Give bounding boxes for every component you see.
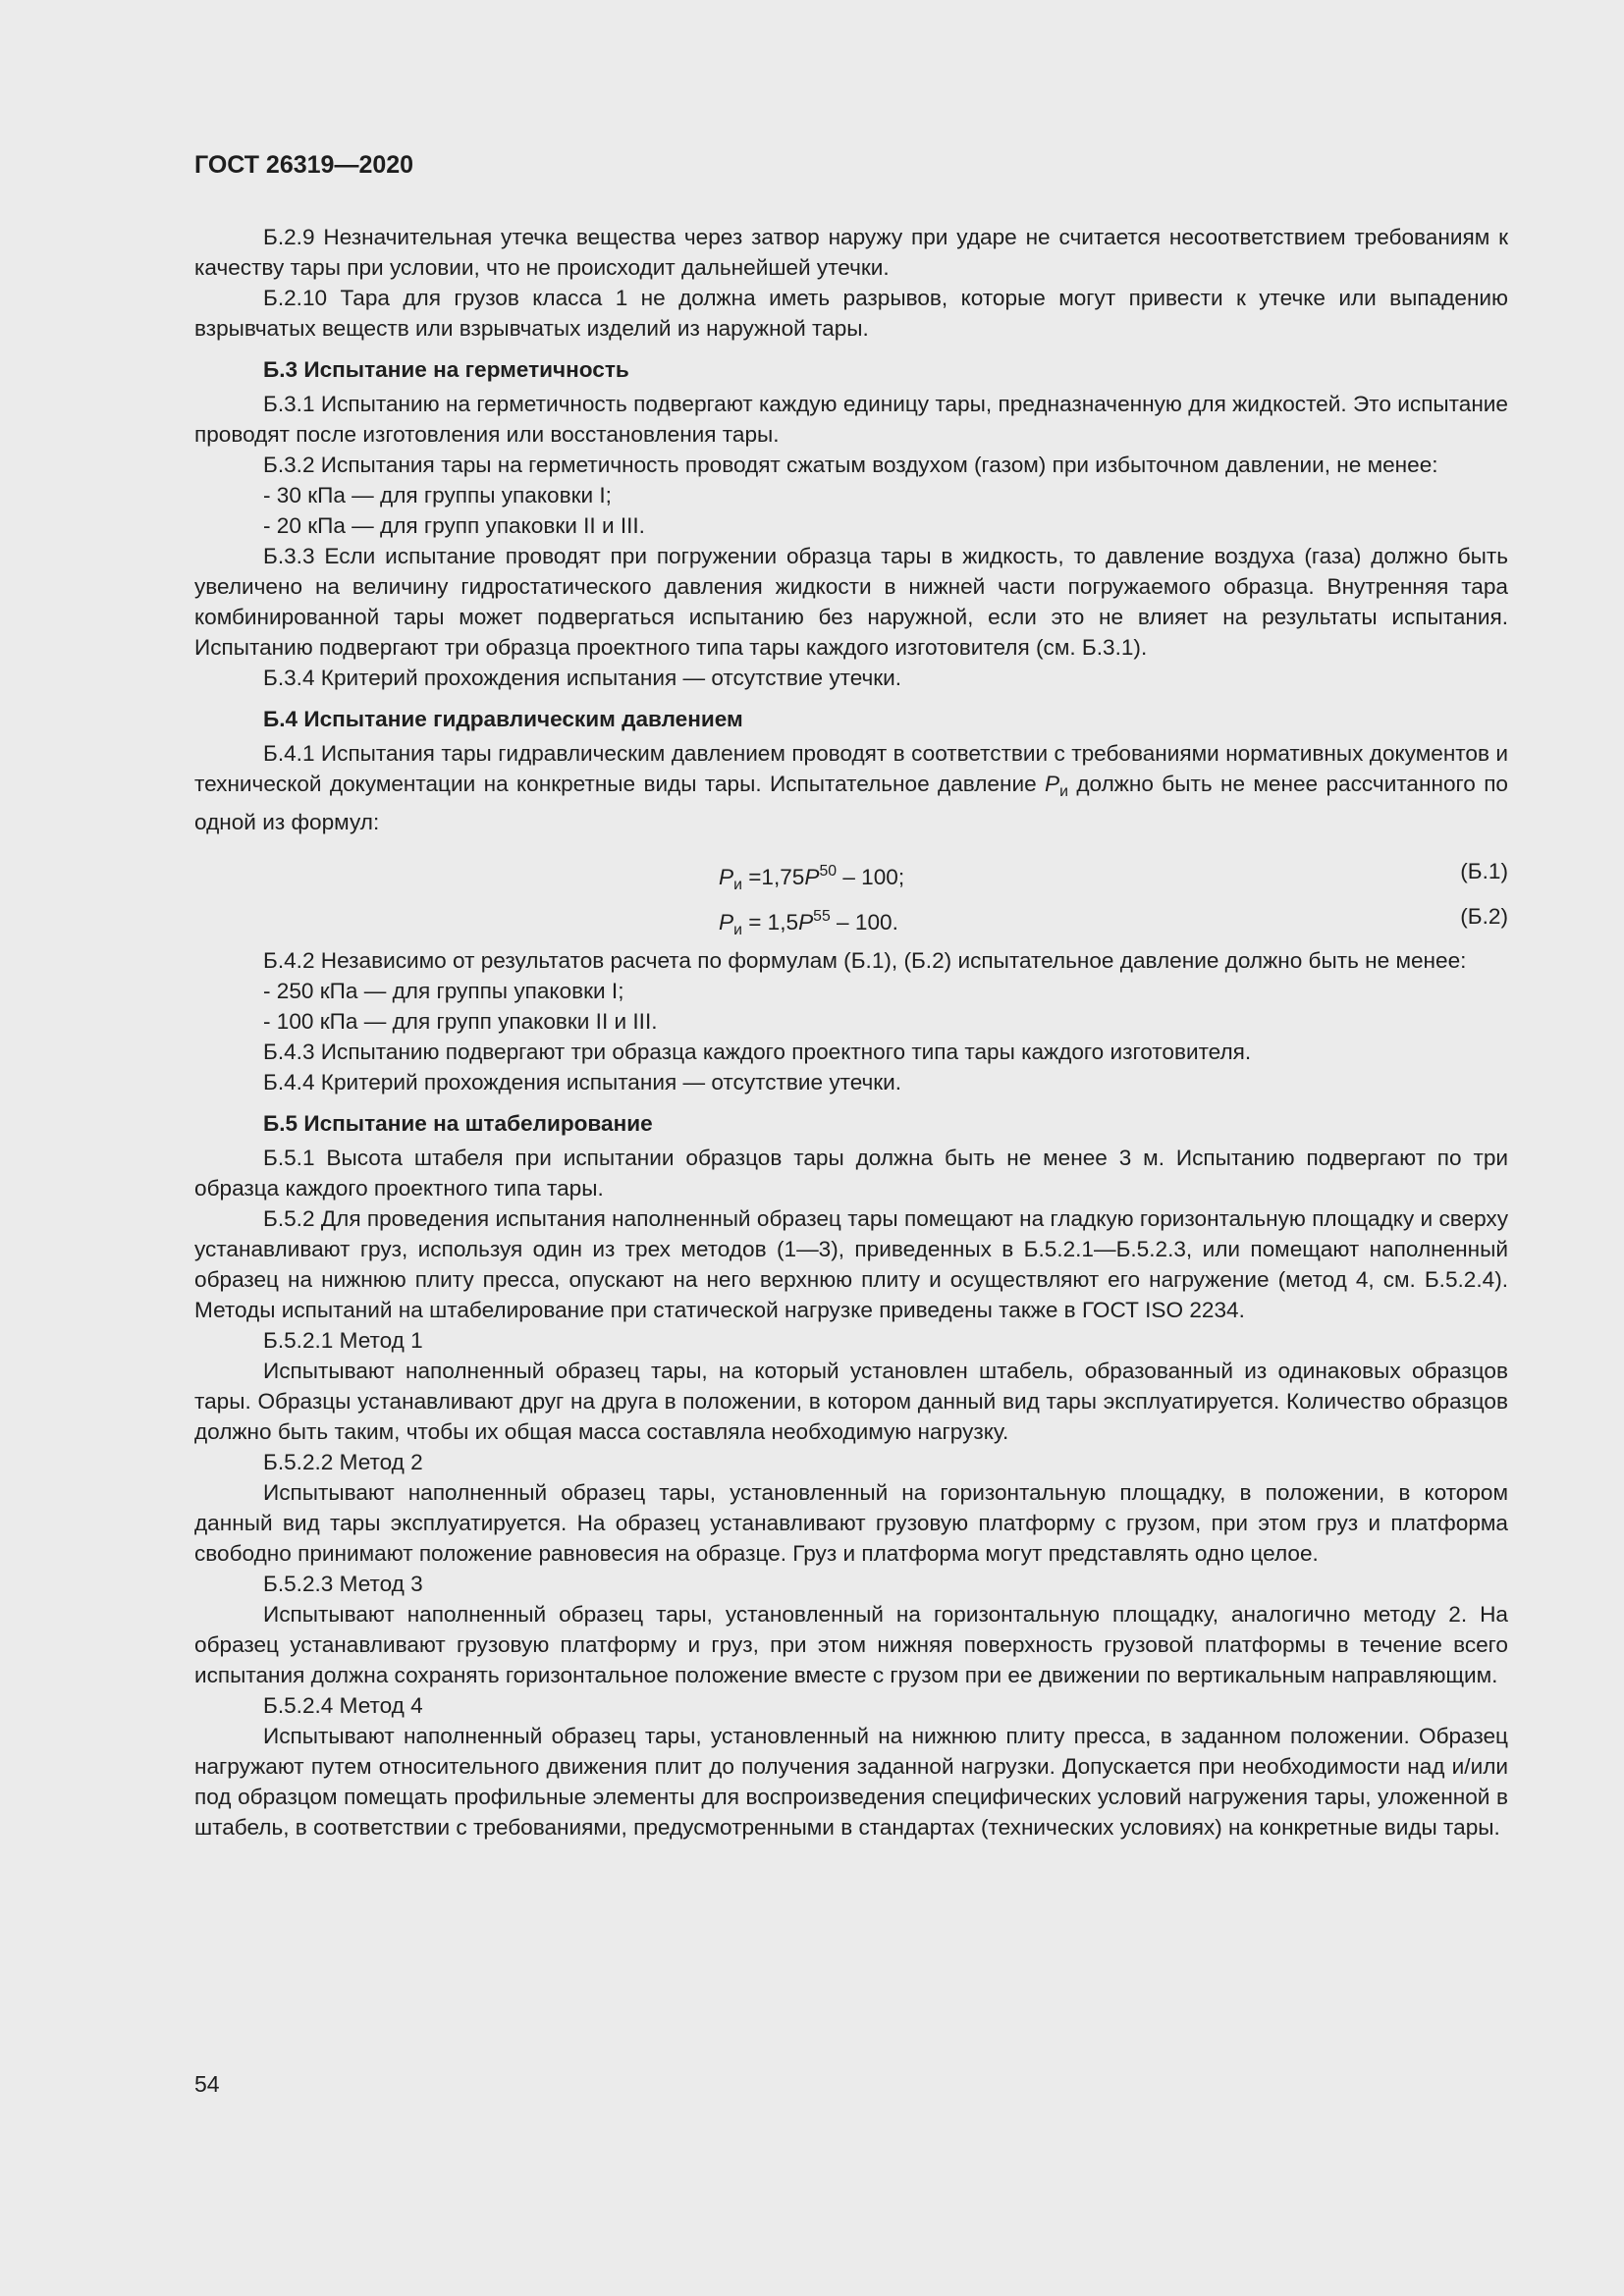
section-title-b-5: Б.5 Испытание на штабелирование [263,1111,653,1136]
paragraph-b-5-2-3-title: Б.5.2.3 Метод 3 [263,1572,423,1596]
paragraph-b-5-2-2-title: Б.5.2.2 Метод 2 [263,1450,423,1474]
paragraph-b-4-4: Б.4.4 Критерий прохождения испытания — отсутствие утечки. [263,1070,902,1095]
document-body [194,222,1508,1842]
section-title-b-4: Б.4 Испытание гидравлическим давлением [263,707,743,731]
paragraph-b-3-1: Б.3.1 Испытанию на герметичность подвергают каждую единицу тары, предназначенную для жидкостей. Это испытание проводят после изготовления или восстановления тары. [194,392,1508,447]
formula-expression: $P_и = 1,5P^{55} - 100$. [719,908,898,938]
formula-expression: $P_и =1,75P^{50} - 100$; [719,863,905,893]
pressure-subscript: и [1059,783,1068,800]
paragraph-method-2: Испытывают наполненный образец тары, установленный на горизонтальную площадку, в положении, в котором данный вид тары эксплуатируется. На образец устанавливают грузовую платформу с грузом, при этом груз и платформа свободно принимают положение равновесия на образце. Груз и платформа могут представлять одно целое. [194,1480,1508,1566]
page-number: 54 [194,2071,220,2097]
paragraph-method-1: Испытывают наполненный образец тары, на который установлен штабель, образованный из одинаковых образцов тары. Образцы устанавливают друг на друга в положении, в котором данный вид тары эксплуатируется. Количество образцов должно быть таким, чтобы их общая масса составляла необходимую нагрузку. [194,1359,1508,1444]
paragraph-text: должно быть не менее рассчитанного по одной из формул: [194,772,1508,834]
paragraph-b-5-2: Б.5.2 Для проведения испытания наполненный образец тары помещают на гладкую горизонтальную площадку и сверху устанавливают груз, используя один из трех методов (1—3), приведенных в Б.5.2.1—Б.5.2.3, или помещают наполненный образец на нижнюю плиту пресса, опускают на него верхнюю плиту и осуществляют его нагружение (метод 4, см. Б.5.2.4). Методы испытаний на штабелирование при статической нагрузке приведены также в ГОСТ ISO 2234. [194,1206,1508,1322]
paragraph-b-3-4: Б.3.4 Критерий прохождения испытания — отсутствие утечки. [263,666,902,690]
section-title-b-3: Б.3 Испытание на герметичность [263,357,629,382]
paragraph-method-3: Испытывают наполненный образец тары, установленный на горизонтальную площадку, аналогично методу 2. На образец устанавливают грузовую платформу и груз, при этом нижняя поверхность грузовой платформы в течение всего испытания должна сохранять горизонтальное положение вместе с грузом при ее движении по вертикальным направляющим. [194,1602,1508,1687]
paragraph-b-2-9: Б.2.9 Незначительная утечка вещества через затвор наружу при ударе не считается несоответствием требованиям к качеству тары при условии, что не происходит дальнейшей утечки. [194,225,1508,280]
paragraph-b-5-2-1-title: Б.5.2.1 Метод 1 [263,1328,423,1353]
formula-b-2 [194,894,1508,939]
paragraph-text: Б.4.1 Испытания тары гидравлическим давлением проводят в соответствии с требованиями нормативных документов и технической документации на конкретные виды тары. Испытательное давление [194,741,1508,796]
paragraph-b-4-1 [194,738,1508,837]
paragraph-b-5-2-4-title: Б.5.2.4 Метод 4 [263,1693,423,1718]
paragraph-b-4-2: Б.4.2 Независимо от результатов расчета по формулам (Б.1), (Б.2) испытательное давление должно быть не менее: [263,948,1467,973]
paragraph-b-5-1: Б.5.1 Высота штабеля при испытании образцов тары должна быть не менее 3 м. Испытанию подвергают по три образца каждого проектного типа тары. [194,1146,1508,1201]
list-item: - 30 кПа — для группы упаковки I; [263,483,612,507]
formula-number: (Б.1) [1460,859,1508,883]
list-item: - 100 кПа — для групп упаковки II и III. [263,1009,658,1034]
pressure-variable: P [1045,772,1060,796]
list-item: - 250 кПа — для группы упаковки I; [263,979,624,1003]
formula-b-1 [194,849,1508,894]
paragraph-method-4: Испытывают наполненный образец тары, установленный на нижнюю плиту пресса, в заданном положении. Образец нагружают путем относительного движения плит до получения заданной нагрузки. Допускается при необходимости над и/или под образцом помещать профильные элементы для воспроизведения специфических условий нагружения тары, уложенной в штабель, в соответствии с требованиями, предусмотренными в стандартах (технических условиях) на конкретные виды тары. [194,1724,1508,1840]
paragraph-b-3-3: Б.3.3 Если испытание проводят при погружении образца тары в жидкость, то давление воздуха (газа) должно быть увеличено на величину гидростатического давления жидкости в нижней части погружаемого образца. Внутренняя тара комбинированной тары может подвергаться испытанию без наружной, если это не влияет на результаты испытания. Испытанию подвергают три образца проектного типа тары каждого изготовителя (см. Б.3.1). [194,544,1508,660]
paragraph-b-2-10: Б.2.10 Тара для грузов класса 1 не должна иметь разрывов, которые могут привести к утечке или выпадению взрывчатых веществ или взрывчатых изделий из наружной тары. [194,286,1508,341]
paragraph-b-3-2: Б.3.2 Испытания тары на герметичность проводят сжатым воздухом (газом) при избыточном давлении, не менее: [263,453,1438,477]
document-header: ГОСТ 26319—2020 [194,151,414,179]
list-item: - 20 кПа — для групп упаковки II и III. [263,513,645,538]
formula-number: (Б.2) [1460,904,1508,929]
paragraph-b-4-3: Б.4.3 Испытанию подвергают три образца каждого проектного типа тары каждого изготовителя. [263,1040,1252,1064]
